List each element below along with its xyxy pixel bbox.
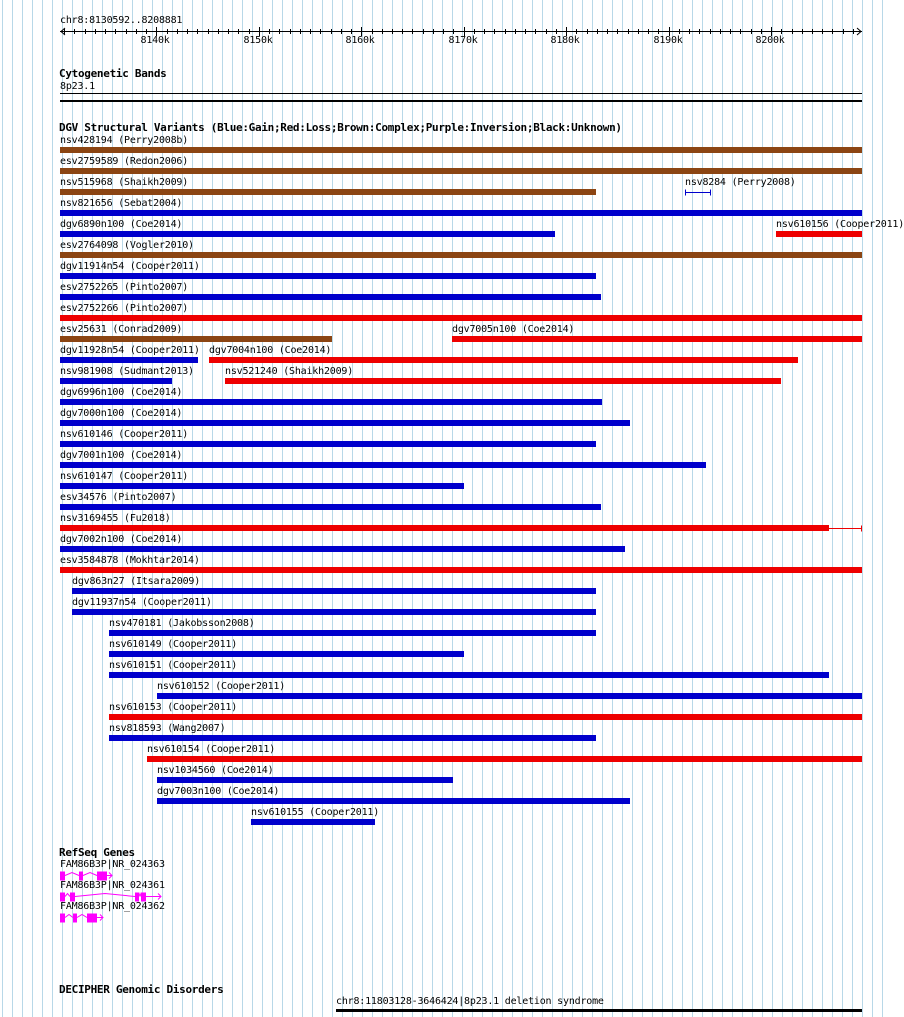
variant-label[interactable]: nsv610155 (Cooper2011) [251, 807, 380, 818]
variant-bar[interactable] [60, 441, 596, 447]
variant-bar[interactable] [60, 357, 198, 363]
variant-bar[interactable] [60, 525, 829, 531]
gene-intron [65, 873, 79, 876]
decipher-track-title: DECIPHER Genomic Disorders [59, 983, 224, 996]
gene-label[interactable]: FAM86B3P|NR_024361 [60, 880, 165, 891]
variant-bar[interactable] [60, 147, 862, 153]
variant-bar[interactable] [157, 777, 453, 783]
variant-label[interactable]: nsv3169455 (Fu2018) [60, 513, 171, 524]
variant-label[interactable]: dgv6890n100 (Coe2014) [60, 219, 183, 230]
gene-intron [65, 894, 70, 897]
gene-intron [139, 894, 141, 897]
variant-label[interactable]: dgv7003n100 (Coe2014) [157, 786, 280, 797]
variant-label[interactable]: dgv6996n100 (Coe2014) [60, 387, 183, 398]
variant-label[interactable]: nsv1034560 (Coe2014) [157, 765, 274, 776]
gene-intron [83, 873, 97, 876]
variant-bar[interactable] [60, 231, 555, 237]
variant-bar[interactable] [60, 189, 596, 195]
variant-label[interactable]: nsv610156 (Cooper2011) [776, 219, 904, 230]
dgv-track-title: DGV Structural Variants (Blue:Gain;Red:Loss;Brown:Complex;Purple:Inversion;Black:Unknown) [59, 121, 622, 134]
decipher-feature-bar[interactable] [336, 1009, 862, 1012]
variant-bar[interactable] [60, 399, 602, 405]
variant-label[interactable]: esv25631 (Conrad2009) [60, 324, 183, 335]
cytoband-label: 8p23.1 [60, 81, 95, 92]
variant-label[interactable]: dgv11937n54 (Cooper2011) [72, 597, 212, 608]
variant-bar[interactable] [452, 336, 862, 342]
variant-label[interactable]: nsv981908 (Sudmant2013) [60, 366, 194, 377]
cytoband-bar[interactable] [60, 100, 862, 102]
variant-label[interactable]: dgv7004n100 (Coe2014) [209, 345, 332, 356]
variant-bar[interactable] [60, 504, 601, 510]
variant-label[interactable]: nsv610154 (Cooper2011) [147, 744, 276, 755]
variant-bar[interactable] [109, 651, 464, 657]
variant-bar[interactable] [60, 546, 625, 552]
variant-label[interactable]: dgv7001n100 (Coe2014) [60, 450, 183, 461]
variant-bar[interactable] [776, 231, 862, 237]
variant-bar[interactable] [147, 756, 862, 762]
variant-label[interactable]: nsv818593 (Wang2007) [109, 723, 226, 734]
variant-label[interactable]: nsv470181 (Jakobsson2008) [109, 618, 255, 629]
variant-label[interactable]: esv3584878 (Mokhtar2014) [60, 555, 200, 566]
variant-bar[interactable] [60, 462, 706, 468]
variant-label[interactable]: dgv11914n54 (Cooper2011) [60, 261, 200, 272]
variant-label[interactable]: nsv610149 (Cooper2011) [109, 639, 238, 650]
ruler-tick-label: 8200k [755, 35, 785, 46]
variant-bar[interactable] [60, 336, 332, 342]
variant-bar[interactable] [209, 357, 798, 363]
variant-bar[interactable] [109, 672, 829, 678]
variant-bar[interactable] [60, 252, 862, 258]
variant-bar[interactable] [60, 294, 601, 300]
cytoband-top-line [60, 93, 862, 94]
variant-bar[interactable] [251, 819, 375, 825]
variant-bar[interactable] [157, 798, 630, 804]
variant-bar[interactable] [157, 693, 862, 699]
variant-bar[interactable] [60, 315, 862, 321]
gene-label[interactable]: FAM86B3P|NR_024362 [60, 901, 165, 912]
variant-label[interactable]: dgv7000n100 (Coe2014) [60, 408, 183, 419]
gene-exon [73, 914, 77, 923]
ruler-tick-label: 8140k [140, 35, 170, 46]
variant-label[interactable]: esv2759589 (Redon2006) [60, 156, 189, 167]
ruler-tick-label: 8190k [653, 35, 683, 46]
gene-intron [65, 915, 73, 918]
decipher-feature-label[interactable]: chr8:11803128-3646424|8p23.1 deletion syndrome [336, 996, 604, 1007]
variant-label[interactable]: nsv610146 (Cooper2011) [60, 429, 189, 440]
variant-label[interactable]: nsv610153 (Cooper2011) [109, 702, 238, 713]
ruler-tick-label: 8180k [550, 35, 580, 46]
variant-label[interactable]: nsv515968 (Shaikh2009) [60, 177, 189, 188]
variant-bar[interactable] [109, 714, 862, 720]
variant-label[interactable]: nsv428194 (Perry2008b) [60, 135, 189, 146]
gene-intron [77, 915, 87, 918]
variant-bar[interactable] [109, 735, 596, 741]
cytoband-track-title: Cytogenetic Bands [59, 67, 167, 80]
variant-label[interactable]: dgv7005n100 (Coe2014) [452, 324, 575, 335]
gene-exon [60, 914, 65, 923]
variant-label[interactable]: nsv821656 (Sebat2004) [60, 198, 183, 209]
gene-label[interactable]: FAM86B3P|NR_024363 [60, 859, 165, 870]
variant-bar[interactable] [60, 378, 172, 384]
variant-label[interactable]: esv2752265 (Pinto2007) [60, 282, 189, 293]
variant-bar[interactable] [60, 483, 464, 489]
variant-label[interactable]: nsv610147 (Cooper2011) [60, 471, 189, 482]
gene-exon [87, 914, 97, 923]
variant-label[interactable]: nsv521240 (Shaikh2009) [225, 366, 354, 377]
gene-intron [75, 894, 135, 897]
variant-label[interactable]: esv34576 (Pinto2007) [60, 492, 177, 503]
variant-bar[interactable] [72, 609, 596, 615]
variant-bar[interactable] [60, 168, 862, 174]
variant-label[interactable]: dgv11928n54 (Cooper2011) [60, 345, 200, 356]
variant-label[interactable]: esv2764098 (Vogler2010) [60, 240, 194, 251]
variant-label[interactable]: esv2752266 (Pinto2007) [60, 303, 189, 314]
variant-label[interactable]: nsv610151 (Cooper2011) [109, 660, 238, 671]
ruler-tick-label: 8170k [448, 35, 478, 46]
variant-label[interactable]: dgv7002n100 (Coe2014) [60, 534, 183, 545]
variant-bar[interactable] [60, 567, 862, 573]
ruler-tick-label: 8150k [243, 35, 273, 46]
variant-bar[interactable] [60, 273, 596, 279]
position-label: chr8:8130592..8208881 [60, 15, 183, 26]
variant-bar[interactable] [225, 378, 781, 384]
variant-bar[interactable] [72, 588, 596, 594]
ruler-tick-label: 8160k [345, 35, 375, 46]
variant-label[interactable]: nsv8284 (Perry2008) [685, 177, 796, 188]
variant-label[interactable]: dgv863n27 (Itsara2009) [72, 576, 201, 587]
variant-bar[interactable] [60, 210, 862, 216]
variant-bar[interactable] [109, 630, 596, 636]
refseq-track-title: RefSeq Genes [59, 846, 135, 859]
variant-label[interactable]: nsv610152 (Cooper2011) [157, 681, 286, 692]
variant-bar[interactable] [60, 420, 630, 426]
